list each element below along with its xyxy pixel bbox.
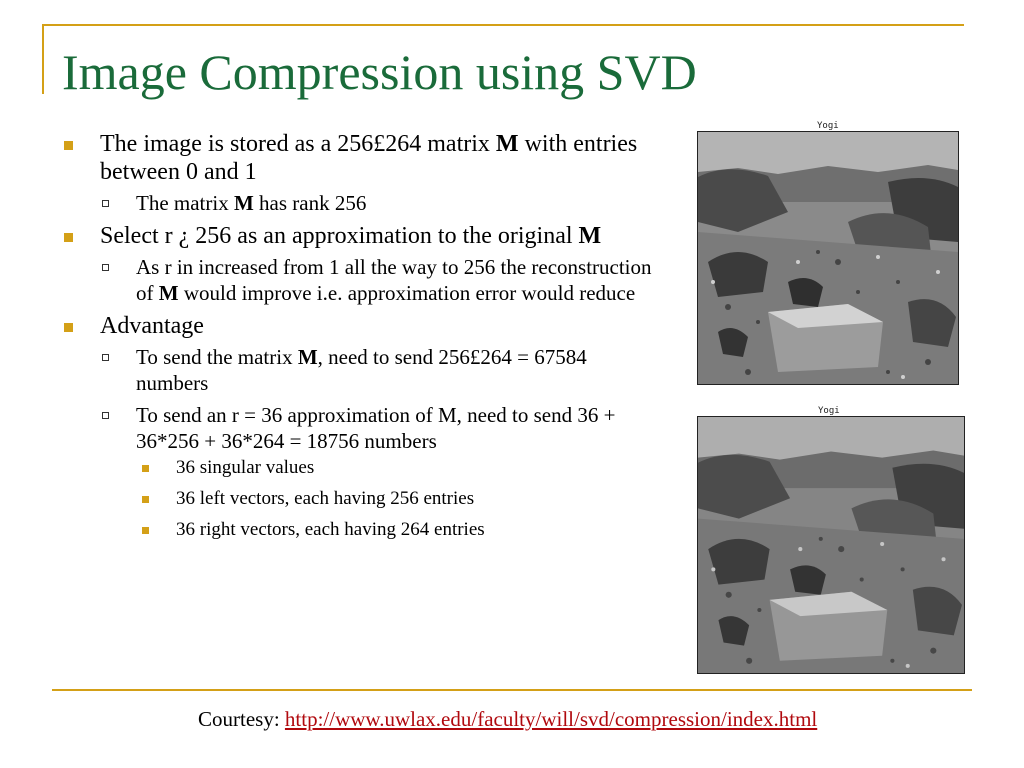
rock-scene-image — [698, 132, 958, 384]
bullet-advantage: Advantage — [62, 312, 662, 340]
subsubbullet-right-vectors: 36 right vectors, each having 264 entries — [62, 518, 662, 542]
square-bullet-icon — [64, 233, 73, 242]
top-image-caption: Yogi — [817, 121, 839, 131]
subbullet-send-approximation: To send an r = 36 approximation of M, need to send 36 + 36*256 + 36*264 = 18756 numbers — [62, 402, 662, 454]
bullet-select-r: Select r ¿ 256 as an approximation to the original M — [62, 222, 662, 250]
subsubbullet-left-vectors: 36 left vectors, each having 256 entries — [62, 487, 662, 511]
square-bullet-icon — [64, 141, 73, 150]
footer-rule — [52, 689, 972, 691]
hollow-square-bullet-icon — [102, 264, 109, 271]
subbullet-rank: The matrix M has rank 256 — [62, 190, 662, 216]
frame-left-rule — [42, 24, 44, 94]
original-image — [697, 131, 959, 385]
square-bullet-icon — [142, 465, 149, 472]
hollow-square-bullet-icon — [102, 200, 109, 207]
courtesy-label: Courtesy: — [198, 707, 280, 731]
courtesy-link[interactable]: http://www.uwlax.edu/faculty/will/svd/compression/index.html — [284, 707, 818, 731]
compressed-image — [697, 416, 965, 674]
bottom-image-caption: Yogi — [818, 406, 840, 416]
rock-scene-image — [698, 417, 964, 673]
subbullet-reconstruction: As r in increased from 1 all the way to 256 the reconstruction of M would improve i.e. approximation error would reduce — [62, 254, 662, 306]
frame-top-rule — [42, 24, 964, 26]
bullet-list — [62, 130, 662, 549]
subsubbullet-singular-values: 36 singular values — [62, 456, 662, 480]
subbullet-send-full-matrix: To send the matrix M, need to send 256£264 = 67584 numbers — [62, 344, 662, 396]
square-bullet-icon — [142, 527, 149, 534]
hollow-square-bullet-icon — [102, 354, 109, 361]
bullet-storage: The image is stored as a 256£264 matrix M with entries between 0 and 1 — [62, 130, 662, 186]
square-bullet-icon — [64, 323, 73, 332]
slide-title: Image Compression using SVD — [62, 44, 697, 100]
courtesy-line — [198, 707, 817, 732]
hollow-square-bullet-icon — [102, 412, 109, 419]
square-bullet-icon — [142, 496, 149, 503]
